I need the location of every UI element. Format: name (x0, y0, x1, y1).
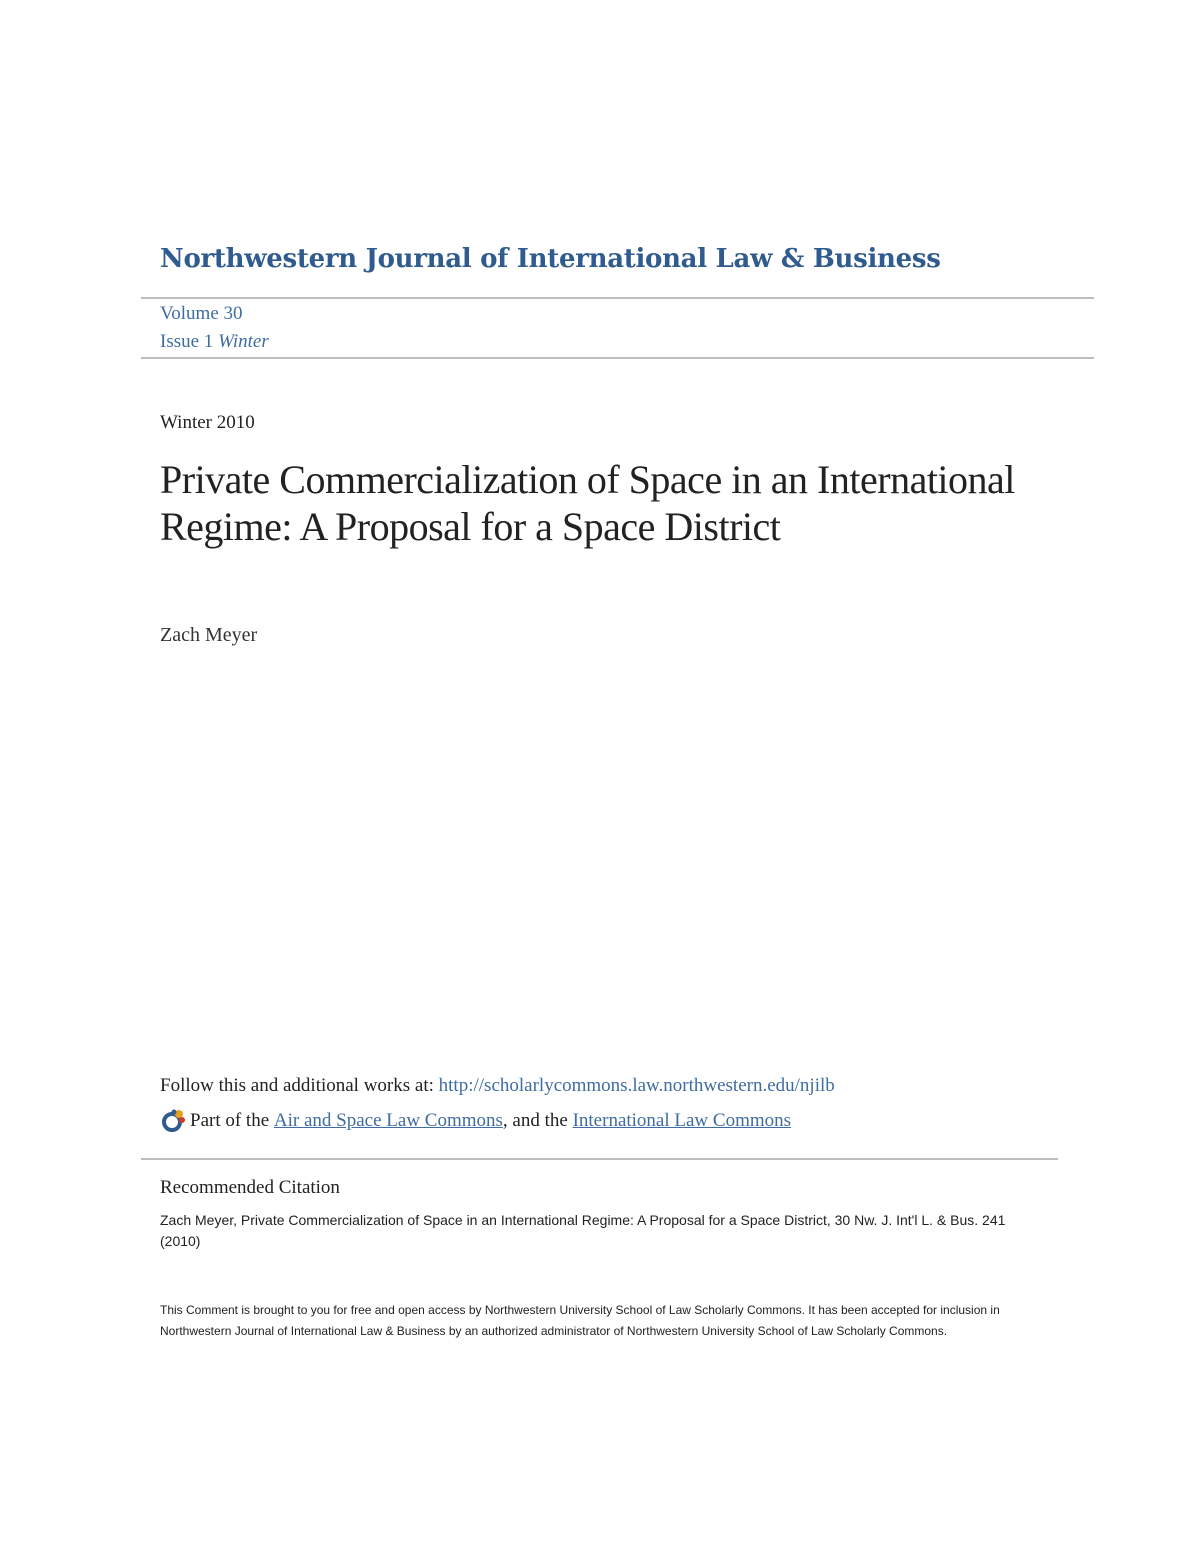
network-icon (160, 1108, 186, 1134)
part-prefix: Part of the (190, 1110, 274, 1131)
author-name: Zach Meyer (160, 624, 258, 646)
issue-season: Winter (218, 331, 269, 352)
repository-link[interactable]: http://scholarlycommons.law.northwestern.edu/njilb (438, 1075, 835, 1096)
citation-text: Zach Meyer, Private Commercialization of Space in an International Regime: A Proposal for a Space District, 30 Nw. J. Int'l L. & Bus. 241 (2010) (160, 1212, 1006, 1249)
publication-date: Winter 2010 (160, 412, 255, 433)
part-of-line (160, 1108, 791, 1134)
part-middle: , and the (502, 1110, 573, 1131)
access-notice: This Comment is brought to you for free and open access by Northwestern University School of Law Scholarly Commons. It has been accepted for inclusion in Northwestern Journal of International Law & Business by an authorized administrator of Northwestern University School of Law Scholarly Commons. (160, 1303, 1000, 1338)
journal-title[interactable]: Northwestern Journal of International Law & Business (160, 244, 941, 274)
air-space-law-commons-link[interactable]: Air and Space Law Commons (273, 1110, 503, 1131)
issue-link[interactable] (160, 331, 269, 353)
article-title: Private Commercialization of Space in an International Regime: A Proposal for a Space District (160, 457, 1015, 549)
citation-rule (141, 1158, 1058, 1160)
issue-number: Issue 1 (160, 331, 214, 352)
follow-line (160, 1075, 835, 1097)
citation-heading: Recommended Citation (160, 1177, 340, 1198)
international-law-commons-link[interactable]: International Law Commons (572, 1110, 792, 1131)
follow-label: Follow this and additional works at: (160, 1075, 439, 1096)
header-rule-bottom (141, 357, 1094, 359)
volume-link[interactable]: Volume 30 (160, 303, 243, 324)
header-rule-top (141, 297, 1094, 299)
